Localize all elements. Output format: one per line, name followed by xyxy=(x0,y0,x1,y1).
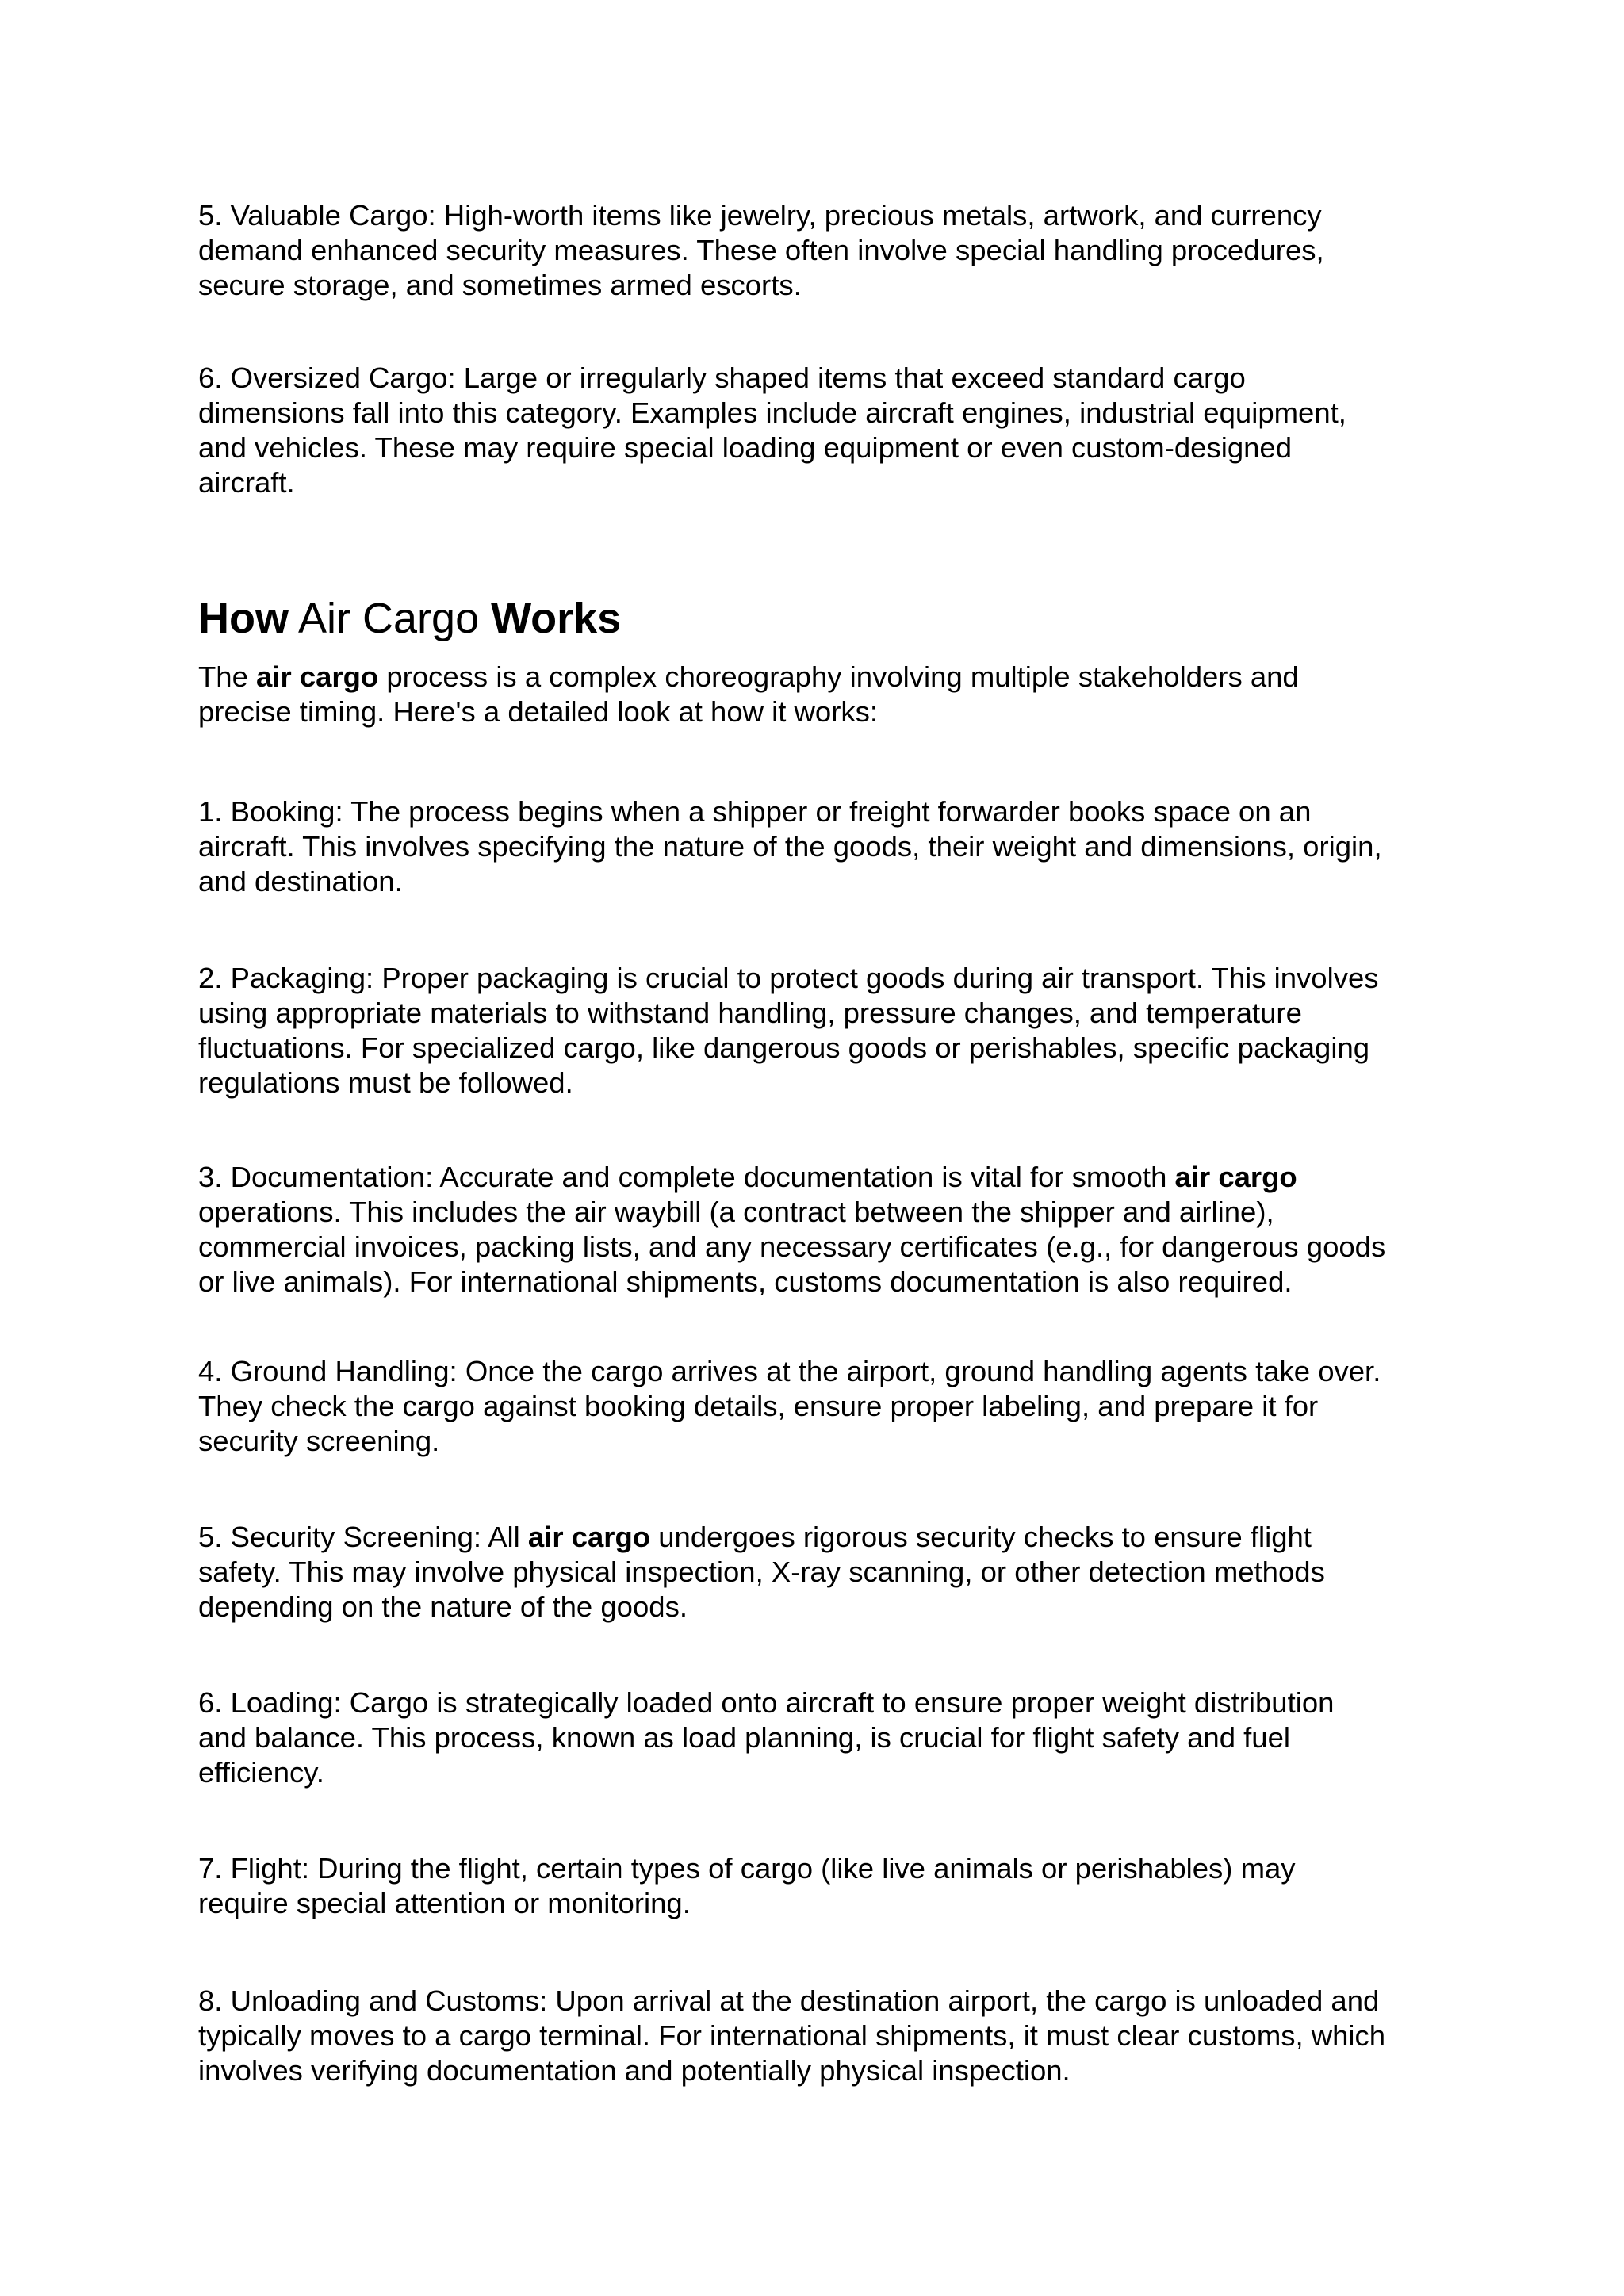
text-run: aircraft. This involves specifying the nature of the goods, their weight and dimensions, origin, xyxy=(198,830,1382,863)
text-run: and destination. xyxy=(198,865,403,897)
bold-text: How xyxy=(198,595,289,642)
text-line xyxy=(198,1265,1385,1299)
text-line xyxy=(198,1590,1325,1624)
text-line xyxy=(198,1066,1379,1100)
paragraph xyxy=(198,1686,1334,1790)
text-run: 3. Documentation: Accurate and complete documentation is vital for smooth xyxy=(198,1161,1175,1193)
text-run: commercial invoices, packing lists, and any necessary certificates (e.g., for dangerous goods xyxy=(198,1230,1386,1263)
text-run: aircraft. xyxy=(198,466,295,499)
text-run: 2. Packaging: Proper packaging is crucial to protect goods during air transport. This involves xyxy=(198,962,1379,994)
paragraph xyxy=(198,794,1382,899)
text-run: or live animals). For international shipments, customs documentation is also required. xyxy=(198,1265,1293,1298)
text-line xyxy=(198,1389,1381,1424)
text-run: typically moves to a cargo terminal. For international shipments, it must clear customs, which xyxy=(198,2019,1386,2052)
text-run: and vehicles. These may require special loading equipment or even custom-designed xyxy=(198,431,1293,464)
text-line xyxy=(198,1230,1385,1265)
paragraph xyxy=(198,198,1324,303)
text-line xyxy=(198,198,1324,233)
text-run: using appropriate materials to withstand handling, pressure changes, and temperature xyxy=(198,997,1302,1029)
text-run: The xyxy=(198,660,257,693)
text-run: undergoes rigorous security checks to ensure flight xyxy=(650,1521,1312,1553)
text-run: 7. Flight: During the flight, certain types of cargo (like live animals or perishables) may xyxy=(198,1852,1296,1885)
text-run: 1. Booking: The process begins when a shipper or freight forwarder books space on an xyxy=(198,795,1312,828)
paragraph xyxy=(198,660,1299,729)
bold-text: air cargo xyxy=(527,1521,651,1553)
text-line xyxy=(198,864,1382,899)
text-line xyxy=(198,233,1324,268)
text-line xyxy=(198,695,1299,729)
text-line xyxy=(198,1195,1385,1230)
text-run: 6. Oversized Cargo: Large or irregularly shaped items that exceed standard cargo xyxy=(198,362,1246,394)
text-run: safety. This may involve physical inspection, X-ray scanning, or other detection methods xyxy=(198,1556,1325,1588)
text-run: regulations must be followed. xyxy=(198,1066,573,1099)
text-run: 6. Loading: Cargo is strategically loaded onto aircraft to ensure proper weight distribution xyxy=(198,1686,1335,1719)
text-run: involves verifying documentation and potentially physical inspection. xyxy=(198,2054,1071,2087)
text-line xyxy=(198,1520,1325,1555)
text-line xyxy=(198,593,621,644)
text-line xyxy=(198,1354,1381,1389)
text-run: Air Cargo xyxy=(289,595,492,642)
text-run: security screening. xyxy=(198,1425,440,1457)
text-line xyxy=(198,794,1382,829)
text-run: 5. Security Screening: All xyxy=(198,1521,528,1553)
paragraph xyxy=(198,961,1379,1100)
text-line xyxy=(198,465,1346,500)
text-line xyxy=(198,396,1346,430)
text-line xyxy=(198,1555,1325,1590)
section-heading xyxy=(198,593,621,644)
text-run: They check the cargo against booking details, ensure proper labeling, and prepare it for xyxy=(198,1390,1319,1422)
paragraph xyxy=(198,1851,1296,1921)
text-line xyxy=(198,1851,1296,1886)
paragraph xyxy=(198,1520,1325,1624)
text-line xyxy=(198,361,1346,396)
text-run: process is a complex choreography involving multiple stakeholders and xyxy=(378,660,1299,693)
text-run: require special attention or monitoring. xyxy=(198,1887,691,1919)
bold-text: air cargo xyxy=(1174,1161,1297,1193)
text-run: precise timing. Here's a detailed look at how it works: xyxy=(198,695,878,728)
paragraph xyxy=(198,361,1346,500)
text-line xyxy=(198,1755,1334,1790)
text-line xyxy=(198,1686,1334,1720)
text-line xyxy=(198,2019,1385,2053)
text-run: demand enhanced security measures. These often involve special handling procedures, xyxy=(198,234,1324,266)
text-line xyxy=(198,1031,1379,1066)
text-run: depending on the nature of the goods. xyxy=(198,1590,688,1623)
paragraph xyxy=(198,1984,1385,2088)
text-line xyxy=(198,829,1382,864)
text-run: 5. Valuable Cargo: High-worth items like jewelry, precious metals, artwork, and currency xyxy=(198,199,1322,232)
text-line xyxy=(198,961,1379,996)
text-run: dimensions fall into this category. Examples include aircraft engines, industrial equipment, xyxy=(198,396,1346,429)
text-line xyxy=(198,1720,1334,1755)
text-run: secure storage, and sometimes armed escorts. xyxy=(198,269,802,301)
text-line xyxy=(198,268,1324,303)
paragraph xyxy=(198,1354,1381,1459)
text-run: 4. Ground Handling: Once the cargo arrives at the airport, ground handling agents take over. xyxy=(198,1355,1381,1387)
bold-text: air cargo xyxy=(256,660,379,693)
paragraph xyxy=(198,1160,1385,1299)
text-line xyxy=(198,660,1299,695)
text-run: fluctuations. For specialized cargo, like dangerous goods or perishables, specific packaging xyxy=(198,1031,1370,1064)
text-run: 8. Unloading and Customs: Upon arrival at the destination airport, the cargo is unloaded and xyxy=(198,1984,1380,2017)
text-line xyxy=(198,996,1379,1031)
text-line xyxy=(198,1886,1296,1921)
text-run: operations. This includes the air waybill (a contract between the shipper and airline), xyxy=(198,1196,1274,1228)
text-line xyxy=(198,1424,1381,1459)
text-run: and balance. This process, known as load planning, is crucial for flight safety and fuel xyxy=(198,1721,1290,1754)
text-line xyxy=(198,1160,1385,1195)
text-line xyxy=(198,1984,1385,2019)
text-run: efficiency. xyxy=(198,1756,324,1789)
text-line xyxy=(198,430,1346,465)
text-line xyxy=(198,2053,1385,2088)
bold-text: Works xyxy=(491,595,622,642)
